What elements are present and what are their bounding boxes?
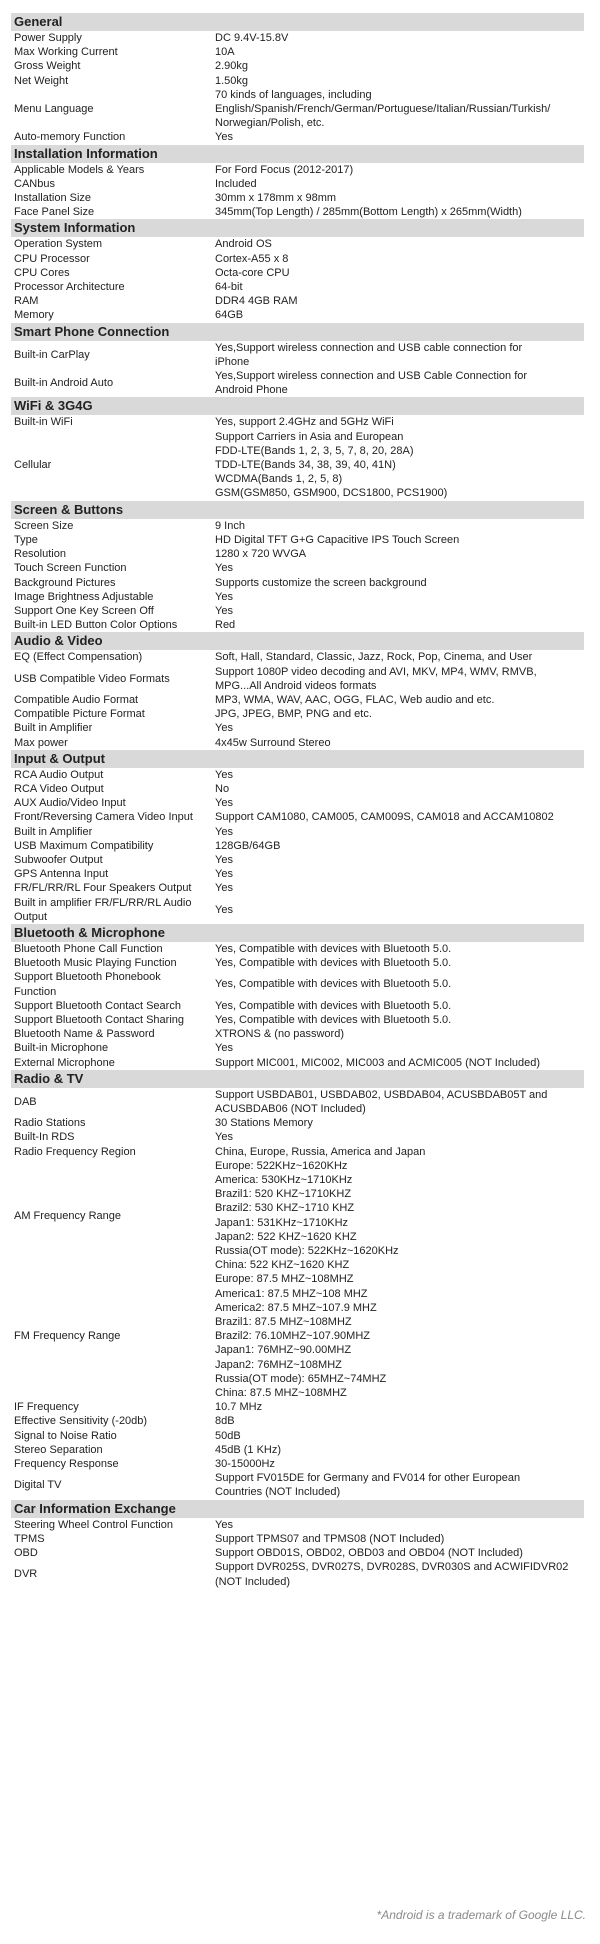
spec-label: Support Bluetooth Contact Search [14,999,181,1012]
spec-label: External Microphone [14,1056,115,1069]
spec-value: DDR4 4GB RAM [215,295,298,308]
spec-label: OBD [14,1547,38,1560]
spec-label: Compatible Picture Format [14,708,145,721]
spec-value: 1.50kg [215,74,249,87]
spec-row [11,191,584,205]
spec-row [11,1443,584,1457]
spec-label: Radio Stations [14,1117,86,1130]
section-header: Radio & TV [11,1070,584,1088]
section-header: Input & Output [11,750,584,768]
spec-value: Yes [215,825,233,838]
spec-row [11,768,584,782]
spec-row [11,1532,584,1546]
spec-label: AUX Audio/Video Input [14,797,126,810]
spec-value: Yes [215,797,233,810]
spec-value: 30 Stations Memory [215,1117,313,1130]
spec-label: USB Compatible Video Formats [14,672,170,685]
spec-row [11,547,584,561]
spec-label: Built-in WiFi [14,416,73,429]
spec-row [11,896,584,924]
spec-row [11,294,584,308]
spec-label: Bluetooth Name & Password [14,1028,155,1041]
spec-row [11,308,584,322]
spec-row [11,853,584,867]
spec-value: 9 Inch [215,519,245,532]
spec-label: Signal to Noise Ratio [14,1429,117,1442]
spec-value: Support FV015DE for Germany and FV014 for other European Countries (NOT Included) [215,1472,521,1499]
spec-value: 10.7 MHz [215,1401,263,1414]
spec-value: DC 9.4V-15.8V [215,32,289,44]
spec-value: 30-15000Hz [215,1458,275,1471]
spec-value: Support TPMS07 and TPMS08 (NOT Included) [215,1532,445,1545]
spec-value: For Ford Focus (2012-2017) [215,163,354,176]
spec-label: Built in Amplifier [14,825,93,838]
spec-value: Europe: 87.5 MHZ~108MHZ America1: 87.5 MHZ~108 MHZ America2: 87.5 MHZ~107.9 MHZ Brazil1: 87.5 MHZ~108MHZ Brazil2: 76.10MHZ~107.90MHZ Japan1: 76MHZ~90.00MHZ Japan2: 76MHZ~108MHZ Russia(OT mode): 65MHZ~74MHZ China: 87.5 MHZ~108MHZ [215,1273,387,1400]
spec-value: Europe: 522KHz~1620KHz America: 530KHz~1710KHz Brazil1: 520 KHZ~1710KHZ Brazil2: 530 KHZ~1710 KHZ Japan1: 531KHz~1710KHz Japan2: 522 KHZ~1620 KHZ Russia(OT mode): 522KHz~1620KHz China: 522 KHZ~1620 KHZ [215,1159,399,1272]
spec-value: Yes [215,868,233,881]
spec-row [11,1272,584,1400]
spec-label: CPU Processor [14,252,90,265]
spec-row [11,604,584,618]
spec-value: 30mm x 178mm x 98mm [215,192,337,205]
spec-value: Support CAM1080, CAM005, CAM009S, CAM018 and ACCAM10802 [215,811,554,824]
spec-value: 2.90kg [215,60,249,73]
spec-value: Support USBDAB01, USBDAB02, USBDAB04, ACUSBDAB05T and ACUSBDAB06 (NOT Included) [215,1088,548,1115]
spec-label: TPMS [14,1532,45,1545]
spec-row [11,825,584,839]
spec-row [11,74,584,88]
spec-value: Yes, Compatible with devices with Bluetooth 5.0. [215,957,452,970]
spec-row [11,1400,584,1414]
spec-label: Built-in Android Auto [14,377,114,390]
spec-label: Built-in Microphone [14,1042,109,1055]
spec-label: GPS Antenna Input [14,868,109,881]
spec-label: EQ (Effect Compensation) [14,651,143,664]
spec-value: XTRONS & (no password) [215,1028,344,1041]
spec-row [11,561,584,575]
spec-value: 45dB (1 KHz) [215,1443,282,1456]
spec-row [11,796,584,810]
spec-value: Yes,Support wireless connection and USB cable connection for iPhone [215,341,523,368]
spec-label: Cellular [14,459,52,472]
spec-label: Bluetooth Phone Call Function [14,942,163,955]
spec-label: Bluetooth Music Playing Function [14,957,177,970]
spec-row [11,881,584,895]
spec-value: Yes [215,722,233,735]
spec-value: Yes [215,882,233,895]
spec-row [11,533,584,547]
spec-label: Digital TV [14,1479,62,1492]
spec-label: Gross Weight [14,60,81,73]
spec-value: China, Europe, Russia, America and Japan [215,1145,426,1158]
spec-row [11,266,584,280]
spec-row [11,430,584,501]
spec-row [11,810,584,824]
spec-label: Face Panel Size [14,206,95,219]
spec-value: Yes [215,768,233,781]
spec-label: RCA Video Output [14,782,104,795]
spec-row [11,970,584,998]
spec-value: Yes [215,590,233,603]
spec-row [11,252,584,266]
spec-row [11,956,584,970]
spec-label: USB Maximum Compatibility [14,839,154,852]
spec-label: Operation System [14,238,103,251]
spec-value: 10A [215,46,235,59]
spec-value: Yes, Compatible with devices with Bluetooth 5.0. [215,978,452,991]
spec-row [11,163,584,177]
spec-row [11,590,584,604]
spec-value: 64GB [215,309,244,322]
spec-label: Effective Sensitivity (-20db) [14,1415,148,1428]
spec-row [11,1088,584,1116]
spec-label: Applicable Models & Years [14,163,145,176]
spec-label: Image Brightness Adjustable [14,590,154,603]
spec-row [11,130,584,144]
spec-label: Power Supply [14,32,82,44]
spec-row [11,999,584,1013]
spec-label: CANbus [14,177,55,190]
spec-row [11,736,584,750]
spec-row [11,576,584,590]
spec-row [11,618,584,632]
spec-value: Yes [215,1131,233,1144]
spec-label: RCA Audio Output [14,768,104,781]
spec-value: Support MIC001, MIC002, MIC003 and ACMIC005 (NOT Included) [215,1056,541,1069]
spec-value: JPG, JPEG, BMP, PNG and etc. [215,708,372,721]
spec-row [11,341,584,369]
spec-label: Memory [14,309,54,322]
spec-label: RAM [14,295,39,308]
spec-label: Stereo Separation [14,1443,103,1456]
section-header: Screen & Buttons [11,501,584,519]
spec-value: No [215,782,230,795]
spec-label: Max Working Current [14,46,118,59]
spec-label: Built-In RDS [14,1131,75,1144]
spec-row [11,782,584,796]
section-header: Audio & Video [11,632,584,650]
spec-label: FR/FL/RR/RL Four Speakers Output [14,882,192,895]
spec-row [11,1145,584,1159]
spec-value: MP3, WMA, WAV, AAC, OGG, FLAC, Web audio and etc. [215,693,495,706]
spec-row [11,205,584,219]
spec-row [11,693,584,707]
spec-value: Yes, Compatible with devices with Bluetooth 5.0. [215,999,452,1012]
spec-value: Cortex-A55 x 8 [215,252,289,265]
spec-row [11,1457,584,1471]
spec-label: FM Frequency Range [14,1330,121,1343]
spec-value: Soft, Hall, Standard, Classic, Jazz, Rock, Pop, Cinema, and User [215,651,533,664]
spec-value: Support Carriers in Asia and European FDD-LTE(Bands 1, 2, 3, 5, 7, 8, 20, 28A) TDD-LTE(Bands 34, 38, 39, 40, 41N) WCDMA(Bands 1, 2, 5, 8) GSM(GSM850, GSM900, DCS1800, PCS1900) [215,430,448,500]
spec-row [11,942,584,956]
spec-label: Processor Architecture [14,281,125,294]
spec-row [11,45,584,59]
spec-row [11,867,584,881]
spec-value: Included [215,177,257,190]
spec-label: Touch Screen Function [14,562,127,575]
spec-value: Yes [215,1042,233,1055]
spec-label: Max power [14,736,68,749]
spec-row [11,1159,584,1273]
section-header: System Information [11,219,584,237]
spec-label: DAB [14,1095,37,1108]
section-header: Installation Information [11,145,584,163]
spec-row [11,177,584,191]
spec-value: 64-bit [215,281,243,294]
spec-row [11,1116,584,1130]
spec-value: Yes [215,1518,233,1531]
section-header: WiFi & 3G4G [11,397,584,415]
spec-label: Built in Amplifier [14,722,93,735]
spec-value: 4x45w Surround Stereo [215,736,331,749]
spec-value: 70 kinds of languages, including English/Spanish/French/German/Portuguese/Italian/Russian/Turkish/ Norwegian/Polish, etc. [215,88,551,130]
spec-label: Type [14,533,38,546]
spec-label: Support One Key Screen Off [14,604,154,617]
spec-value: 128GB/64GB [215,839,281,852]
spec-label: Built-in LED Button Color Options [14,619,178,632]
spec-value: Yes, Compatible with devices with Bluetooth 5.0. [215,1013,452,1026]
spec-row [11,707,584,721]
spec-value: 345mm(Top Length) / 285mm(Bottom Length) x 265mm(Width) [215,206,522,219]
spec-value: HD Digital TFT G+G Capacitive IPS Touch Screen [215,533,460,546]
spec-row [11,1471,584,1499]
spec-label: DVR [14,1568,38,1581]
spec-row [11,519,584,533]
spec-value: Yes [215,562,233,575]
spec-label: Background Pictures [14,576,116,589]
spec-label: Net Weight [14,74,69,87]
spec-row [11,839,584,853]
spec-row [11,1041,584,1055]
spec-sheet [11,13,584,1589]
spec-value: Yes, support 2.4GHz and 5GHz WiFi [215,416,394,429]
spec-value: Support OBD01S, OBD02, OBD03 and OBD04 (NOT Included) [215,1547,523,1560]
spec-value: Yes [215,131,233,144]
section-header: Car Information Exchange [11,1500,584,1518]
spec-value: Yes [215,853,233,866]
spec-label: AM Frequency Range [14,1209,121,1222]
spec-value: 50dB [215,1429,241,1442]
spec-row [11,1560,584,1588]
spec-value: Android OS [215,238,272,251]
spec-label: Radio Frequency Region [14,1145,136,1158]
spec-value: Support DVR025S, DVR027S, DVR028S, DVR030S and ACWIFIDVR02 (NOT Included) [215,1561,569,1588]
spec-label: Menu Language [14,103,94,116]
spec-row [11,1130,584,1144]
spec-value: 8dB [215,1415,235,1428]
spec-label: Auto-memory Function [14,131,126,144]
spec-row [11,280,584,294]
spec-row [11,237,584,251]
spec-label: Support Bluetooth Phonebook Function [14,971,161,998]
spec-row [11,1013,584,1027]
spec-value: Support 1080P video decoding and AVI, MKV, MP4, WMV, RMVB, MPG...All Android videos formats [215,665,537,692]
spec-value: Yes [215,604,233,617]
spec-row [11,1429,584,1443]
spec-row [11,1056,584,1070]
spec-label: Built-in CarPlay [14,348,90,361]
spec-label: Support Bluetooth Contact Sharing [14,1013,185,1026]
section-header: Bluetooth & Microphone [11,924,584,942]
spec-value: Red [215,619,236,632]
spec-label: Compatible Audio Format [14,693,139,706]
spec-row [11,1414,584,1428]
spec-label: Subwoofer Output [14,853,103,866]
spec-row [11,650,584,664]
spec-row [11,59,584,73]
spec-value: Octa-core CPU [215,266,290,279]
spec-row [11,1546,584,1560]
spec-row [11,721,584,735]
spec-value: Yes, Compatible with devices with Bluetooth 5.0. [215,942,452,955]
spec-label: Resolution [14,548,66,561]
spec-label: Steering Wheel Control Function [14,1518,173,1531]
spec-row [11,1027,584,1041]
spec-row [11,415,584,429]
spec-row [11,88,584,131]
spec-label: Built in amplifier FR/FL/RR/RL Audio Output [14,896,192,923]
spec-row [11,31,584,45]
section-header: General [11,13,584,31]
spec-label: IF Frequency [14,1401,79,1414]
spec-row [11,665,584,693]
spec-label: CPU Cores [14,266,70,279]
spec-value: Supports customize the screen background [215,576,427,589]
spec-value: Yes [215,903,233,916]
spec-label: Screen Size [14,519,74,532]
spec-label: Frequency Response [14,1458,119,1471]
spec-label: Installation Size [14,192,92,205]
spec-row [11,1518,584,1532]
spec-row [11,369,584,397]
spec-value: Yes,Support wireless connection and USB Cable Connection for Android Phone [215,370,528,397]
trademark-footnote: *Android is a trademark of Google LLC. [376,1908,586,1922]
spec-label: Front/Reversing Camera Video Input [14,811,193,824]
spec-value: 1280 x 720 WVGA [215,548,307,561]
section-header: Smart Phone Connection [11,323,584,341]
